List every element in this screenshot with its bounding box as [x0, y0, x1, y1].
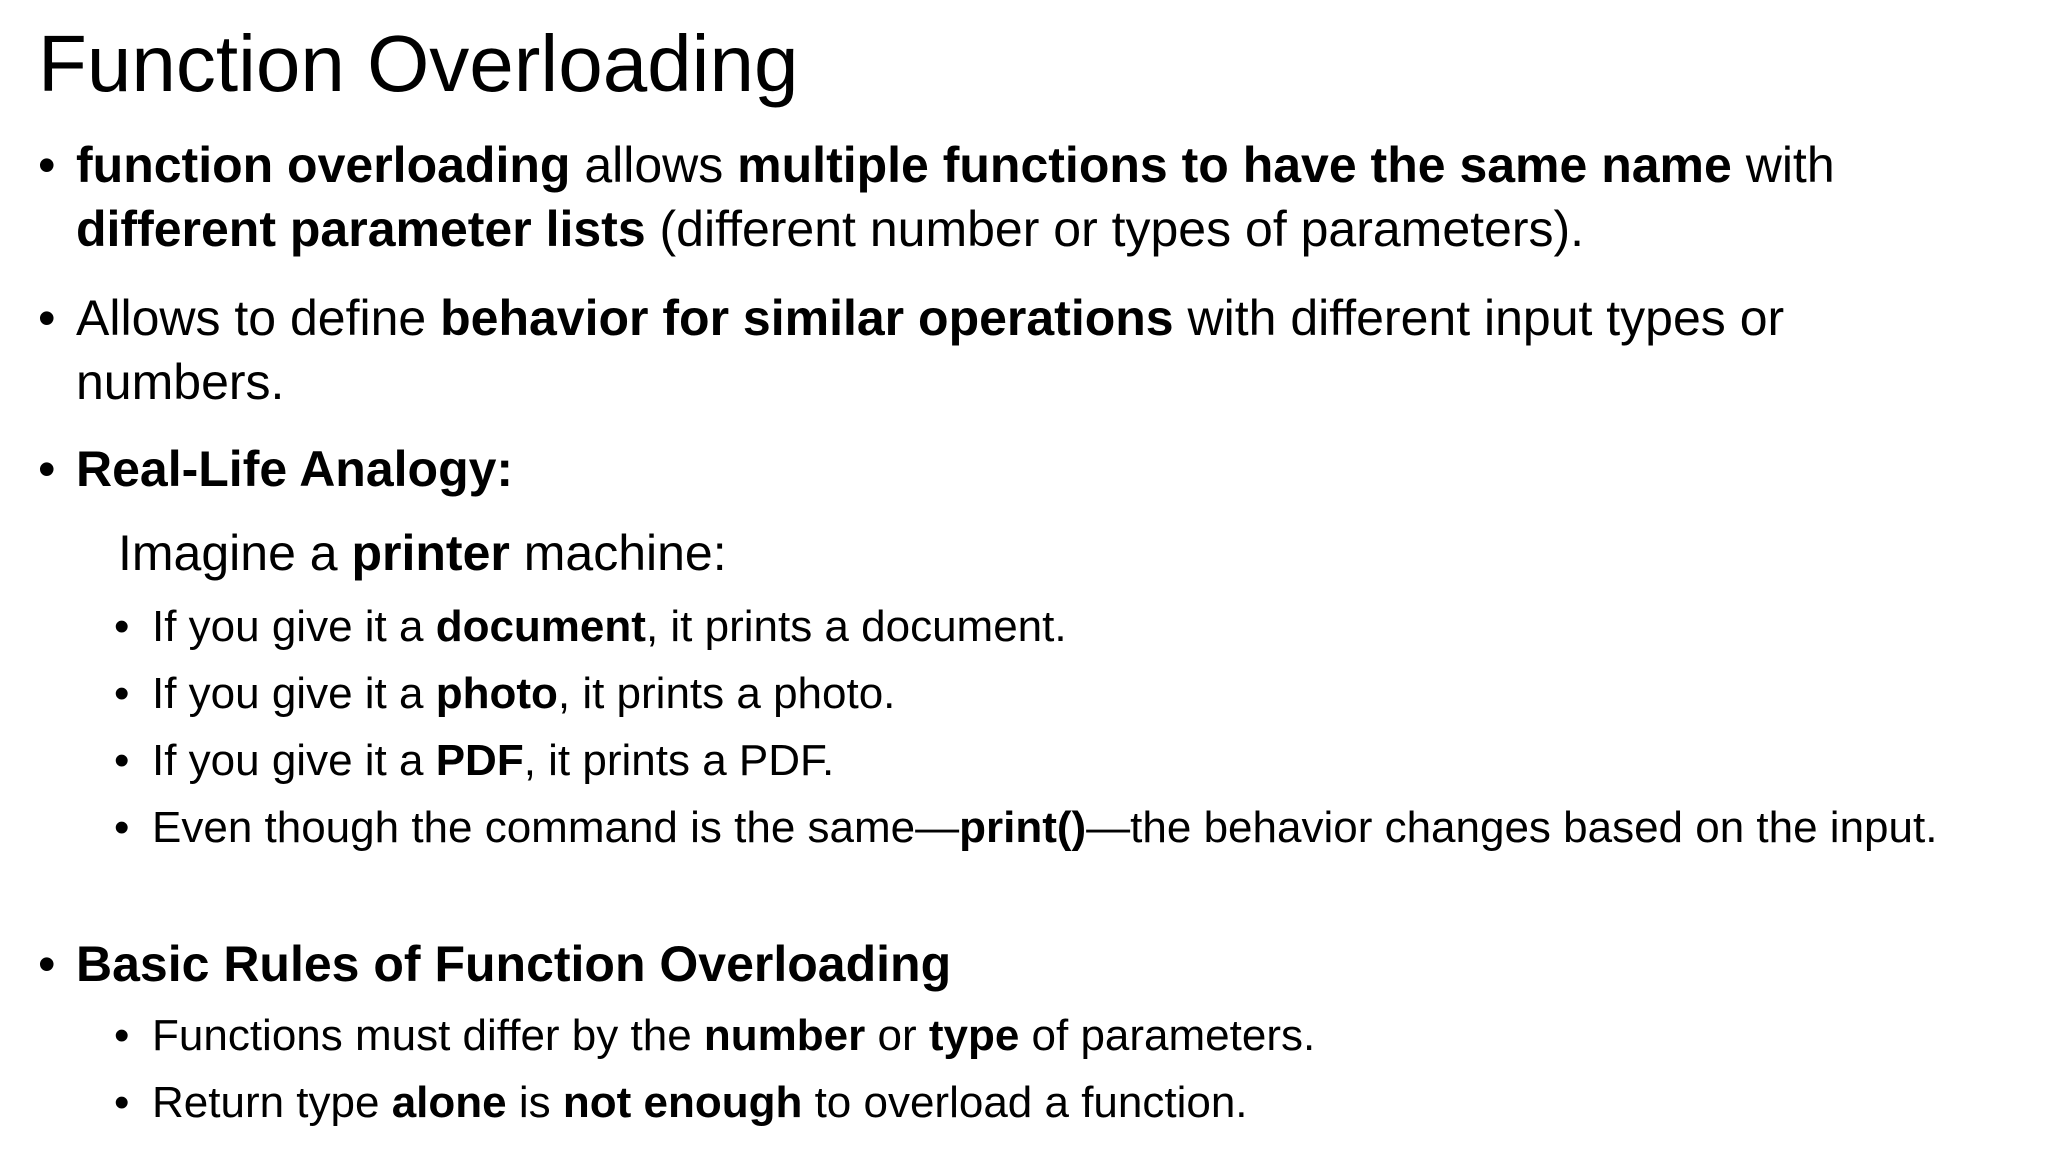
text-run: not enough: [562, 1078, 803, 1127]
rule-item-return-type: [114, 1076, 2014, 1130]
bullet-glyph: •: [38, 137, 56, 193]
text-run: printer: [351, 525, 510, 581]
text-run: print(): [959, 803, 1087, 852]
text-run: , it prints a PDF.: [523, 736, 835, 785]
text-run: , it prints a photo.: [557, 669, 896, 718]
text-run: Real-Life Analogy:: [76, 441, 514, 497]
analogy-item-photo: [114, 667, 2014, 721]
sub-bullet-text: [152, 1009, 2012, 1063]
text-run: alone: [391, 1078, 507, 1127]
bullet-similar-operations: [38, 286, 2018, 416]
text-run: document: [435, 602, 646, 651]
text-run: machine:: [509, 525, 727, 581]
text-run: allows: [570, 137, 738, 193]
text-run: behavior for similar operations: [440, 290, 1174, 346]
bullet-text: [76, 932, 2036, 996]
text-run: Functions must differ by the: [152, 1011, 704, 1060]
text-run: Basic Rules of Function Overloading: [76, 936, 952, 992]
text-run: multiple functions to have the same name: [737, 137, 1732, 193]
bullet-glyph: •: [114, 803, 130, 852]
bullet-text: [76, 286, 1996, 414]
text-run: number: [703, 1011, 866, 1060]
bullet-glyph: •: [38, 290, 56, 346]
text-run: Return type: [152, 1078, 392, 1127]
sub-bullet-text: [152, 734, 2012, 788]
bullet-glyph: •: [114, 736, 130, 785]
bullet-glyph: •: [38, 936, 56, 992]
text-run: photo: [435, 669, 558, 718]
sub-bullet-text: [152, 600, 2012, 654]
text-run: PDF: [435, 736, 524, 785]
bullet-glyph: •: [114, 602, 130, 651]
text-run: , it prints a document.: [645, 602, 1067, 651]
analogy-item-document: [114, 600, 2014, 654]
bullet-glyph: •: [38, 441, 56, 497]
text-run: with different input types or numbers.: [76, 290, 1785, 410]
text-run: is: [506, 1078, 563, 1127]
slide-title: Function Overloading: [38, 19, 799, 108]
text-run: If you give it a: [152, 602, 436, 651]
sub-bullet-text: [152, 801, 1982, 855]
analogy-item-pdf: [114, 734, 2014, 788]
bullet-glyph: •: [114, 1078, 130, 1127]
sub-bullet-text: [152, 1076, 2012, 1130]
bullet-glyph: •: [114, 669, 130, 718]
text-run: function overloading: [76, 137, 571, 193]
text-run: If you give it a: [152, 736, 436, 785]
bullet-real-life-analogy: [38, 437, 2018, 501]
text-run: (different number or types of parameters).: [645, 201, 1585, 257]
text-run: of parameters.: [1019, 1011, 1316, 1060]
text-run: to overload a function.: [802, 1078, 1248, 1127]
text-run: or: [865, 1011, 929, 1060]
bullet-text: [76, 133, 2036, 261]
text-run: with: [1731, 137, 1835, 193]
text-run: type: [928, 1011, 1020, 1060]
bullet-glyph: •: [114, 1011, 130, 1060]
analogy-item-print-command: [114, 801, 2014, 909]
bullet-overloading-definition: [38, 133, 2018, 263]
text-run: —the behavior changes based on the input.: [1086, 803, 1938, 852]
text-run: Imagine a: [118, 525, 352, 581]
text-run: Even though the command is the same—: [152, 803, 960, 852]
sub-bullet-text: [152, 667, 2012, 721]
rule-item-number-or-type: [114, 1009, 2014, 1063]
bullet-basic-rules: [38, 932, 2018, 996]
bullet-text: [76, 437, 2036, 501]
text-run: Allows to define: [76, 290, 441, 346]
text-run: different parameter lists: [76, 201, 646, 257]
text-run: If you give it a: [152, 669, 436, 718]
analogy-intro: [118, 521, 727, 585]
